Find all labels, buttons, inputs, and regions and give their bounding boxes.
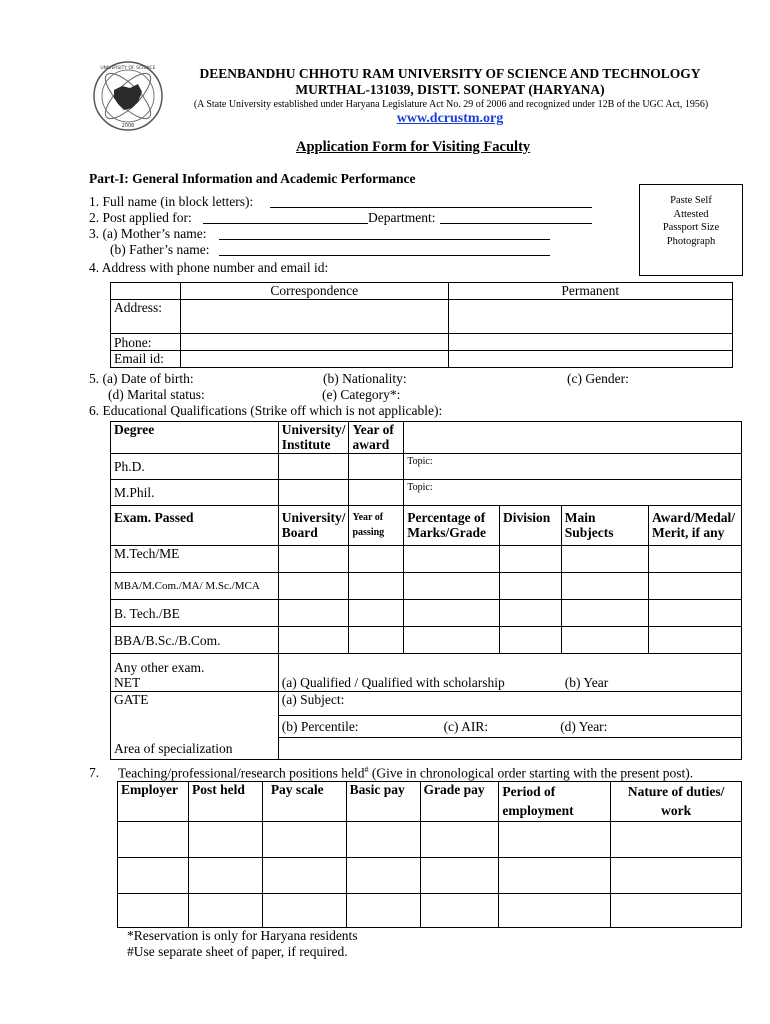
position-cell[interactable]: [262, 894, 346, 928]
post-applied-field[interactable]: [203, 223, 368, 224]
header-line: passing: [352, 527, 385, 538]
phd-year-cell[interactable]: [349, 454, 404, 480]
part1-heading: Part-I: General Information and Academic Performance: [89, 171, 416, 186]
exam-cell[interactable]: [561, 627, 648, 654]
position-cell[interactable]: [118, 822, 189, 858]
full-name-field[interactable]: [270, 207, 592, 208]
position-cell[interactable]: [499, 894, 611, 928]
q7-text-pre: Teaching/professional/research positions held: [118, 765, 365, 781]
phd-university-cell[interactable]: [278, 454, 349, 480]
exam-cell[interactable]: [561, 546, 648, 573]
net-year-label: (b) Year: [564, 675, 609, 690]
exam-cell[interactable]: [404, 573, 500, 600]
father-name-label: (b) Father’s name:: [110, 242, 210, 257]
header-line: work: [661, 803, 692, 818]
university-institute-header: [278, 422, 349, 454]
gender-label: (c) Gender:: [567, 371, 629, 386]
header-line: Subjects: [564, 525, 614, 540]
exam-cell[interactable]: [349, 573, 404, 600]
position-cell[interactable]: [346, 858, 420, 894]
exam-passed-header: Exam. Passed: [111, 506, 279, 546]
position-cell[interactable]: [262, 822, 346, 858]
row-phone-label: Phone:: [111, 334, 181, 351]
mother-name-label: 3. (a) Mother’s name:: [89, 226, 207, 241]
footnote-reservation: *Reservation is only for Haryana residents: [127, 928, 358, 943]
exam-cell[interactable]: [649, 627, 742, 654]
header-line: Marks/Grade: [407, 525, 486, 540]
nature-header: [611, 782, 742, 822]
main-subjects-header: [561, 506, 648, 546]
category-label: (e) Category*:: [322, 387, 401, 402]
degree-header: Degree: [111, 422, 279, 454]
exam-cell[interactable]: [278, 600, 349, 627]
basic-pay-header: Basic pay: [346, 782, 420, 822]
header-line: Year of: [352, 422, 394, 437]
university-name: DEENBANDHU CHHOTU RAM UNIVERSITY OF SCIENCE AND TECHNOLOGY: [199, 66, 701, 81]
correspondence-email-cell[interactable]: [180, 351, 448, 368]
nationality-label: (b) Nationality:: [323, 371, 407, 386]
svg-text:2006: 2006: [121, 123, 135, 129]
form-title: Application Form for Visiting Faculty: [296, 139, 531, 155]
header-line: Period of: [502, 784, 556, 799]
exam-cell[interactable]: [499, 600, 561, 627]
exam-cell[interactable]: [278, 573, 349, 600]
positions-table: [117, 781, 742, 928]
col-permanent: Permanent: [448, 283, 732, 300]
gate-year-label: (d) Year:: [560, 719, 608, 734]
header-line: Merit, if any: [652, 525, 725, 540]
exam-row-label: BBA/B.Sc./B.Com.: [111, 627, 279, 654]
period-header: [499, 782, 611, 822]
header-line: Percentage of: [407, 510, 486, 525]
header-line: University/: [281, 510, 346, 525]
position-cell[interactable]: [499, 858, 611, 894]
position-cell[interactable]: [188, 894, 262, 928]
employer-header: Employer: [118, 782, 189, 822]
gate-label: GATE: [111, 692, 279, 716]
father-name-field[interactable]: [219, 255, 550, 256]
year-of-award-header: [349, 422, 404, 454]
photo-line: Photograph: [666, 235, 716, 247]
exam-cell[interactable]: [561, 600, 648, 627]
exam-cell[interactable]: [649, 600, 742, 627]
any-other-label: Any other exam.: [114, 660, 205, 675]
position-cell[interactable]: [420, 822, 499, 858]
position-cell[interactable]: [346, 894, 420, 928]
pay-scale-header: Pay scale: [262, 782, 346, 822]
position-cell[interactable]: [611, 822, 742, 858]
header-line: Year of: [352, 512, 384, 523]
exam-cell[interactable]: [404, 600, 500, 627]
exam-cell[interactable]: [649, 573, 742, 600]
col-correspondence: Correspondence: [180, 283, 448, 300]
header-line: Board: [281, 525, 318, 540]
net-label: NET: [114, 675, 141, 690]
education-table: [110, 421, 742, 760]
photo-line: Passport Size: [662, 222, 720, 233]
exam-cell[interactable]: [649, 546, 742, 573]
dob-label: 5. (a) Date of birth:: [89, 371, 194, 386]
position-cell[interactable]: [188, 822, 262, 858]
header-line: Award/Medal/: [652, 510, 736, 525]
header-line: Main: [564, 510, 596, 525]
permanent-email-cell[interactable]: [448, 351, 732, 368]
website-link[interactable]: www.dcrustm.org: [396, 111, 504, 126]
position-cell[interactable]: [118, 894, 189, 928]
exam-row-label: M.Tech/ME: [111, 546, 279, 573]
exam-cell[interactable]: [349, 627, 404, 654]
footnote-separate-sheet: #Use separate sheet of paper, if required.: [127, 944, 348, 959]
specialization-cell[interactable]: [278, 738, 741, 760]
mphil-university-cell[interactable]: [278, 480, 349, 506]
full-name-label: 1. Full name (in block letters):: [89, 194, 254, 209]
any-other-net-label: [111, 654, 279, 692]
exam-cell[interactable]: [349, 600, 404, 627]
position-cell[interactable]: [420, 894, 499, 928]
row-address-label: Address:: [111, 300, 181, 334]
exam-cell[interactable]: [404, 627, 500, 654]
percentage-header: [404, 506, 500, 546]
university-board-header: [278, 506, 349, 546]
division-header: Division: [499, 506, 561, 546]
exam-cell[interactable]: [349, 546, 404, 573]
exam-row-label: MBA/M.Com./MA/ M.Sc./MCA: [111, 573, 279, 600]
education-question: 6. Educational Qualifications (Strike off which is not applicable):: [89, 403, 443, 418]
header-line: University/: [281, 422, 346, 437]
mother-name-field[interactable]: [219, 239, 550, 240]
position-cell[interactable]: [420, 858, 499, 894]
award-header: [649, 506, 742, 546]
address-table: [110, 282, 733, 368]
header-line: award: [352, 437, 390, 452]
phd-label: Ph.D.: [111, 454, 279, 480]
degree-header-blank: [404, 422, 742, 454]
university-subtitle: (A State University established under Haryana Legislature Act No. 29 of 2006 and recognized under 12B of the UGC Act, 1956): [193, 99, 709, 110]
correspondence-phone-cell[interactable]: [180, 334, 448, 351]
grade-pay-header: Grade pay: [420, 782, 499, 822]
q7-mark: #: [364, 765, 369, 774]
exam-cell[interactable]: [499, 546, 561, 573]
mphil-label: M.Phil.: [111, 480, 279, 506]
exam-row-label: B. Tech./BE: [111, 600, 279, 627]
exam-cell[interactable]: [404, 546, 500, 573]
exam-cell[interactable]: [499, 573, 561, 600]
header-line: employment: [502, 803, 574, 818]
photo-line: Paste Self: [670, 195, 712, 206]
position-cell[interactable]: [118, 858, 189, 894]
mphil-year-cell[interactable]: [349, 480, 404, 506]
net-qualified-label: (a) Qualified / Qualified with scholarship: [281, 675, 505, 690]
position-cell[interactable]: [499, 822, 611, 858]
specialization-label: Area of specialization: [111, 738, 279, 760]
permanent-address-cell[interactable]: [448, 300, 732, 334]
department-field[interactable]: [440, 223, 592, 224]
position-cell[interactable]: [611, 858, 742, 894]
gate-detail-cell[interactable]: [278, 716, 741, 738]
gate-subject-cell[interactable]: (a) Subject:: [278, 692, 741, 716]
department-label: Department:: [368, 210, 436, 225]
gate-label-blank: [111, 716, 279, 738]
header-line: Nature of duties/: [627, 784, 725, 799]
position-cell[interactable]: [346, 822, 420, 858]
svg-text:UNIVERSITY OF SCIENCE: UNIVERSITY OF SCIENCE: [100, 66, 156, 71]
position-cell[interactable]: [262, 858, 346, 894]
mphil-topic-cell[interactable]: Topic:: [404, 480, 742, 506]
post-held-header: Post held: [188, 782, 262, 822]
university-address: MURTHAL-131039, DISTT. SONEPAT (HARYANA): [295, 82, 605, 97]
position-cell[interactable]: [188, 858, 262, 894]
photo-line: Attested: [673, 208, 709, 220]
exam-cell[interactable]: [561, 573, 648, 600]
permanent-phone-cell[interactable]: [448, 334, 732, 351]
correspondence-address-cell[interactable]: [180, 300, 448, 334]
gate-air-label: (c) AIR:: [443, 719, 489, 734]
post-applied-label: 2. Post applied for:: [89, 210, 192, 225]
q7-text-post: (Give in chronological order starting with the present post).: [368, 765, 694, 781]
phd-topic-cell[interactable]: Topic:: [404, 454, 742, 480]
photo-box: [639, 184, 743, 276]
net-cell[interactable]: [278, 654, 741, 692]
header-line: Institute: [281, 437, 331, 452]
q7-text: [118, 765, 693, 782]
q7-number: 7.: [89, 765, 100, 780]
row-email-label: Email id:: [111, 351, 181, 368]
address-corner: [111, 283, 181, 300]
marital-status-label: (d) Marital status:: [108, 387, 205, 402]
gate-percentile-label: (b) Percentile:: [281, 719, 359, 734]
exam-cell[interactable]: [278, 546, 349, 573]
exam-cell[interactable]: [278, 627, 349, 654]
address-question: 4. Address with phone number and email id:: [89, 260, 329, 275]
position-cell[interactable]: [611, 894, 742, 928]
exam-cell[interactable]: [499, 627, 561, 654]
year-of-passing-header: [349, 506, 404, 546]
